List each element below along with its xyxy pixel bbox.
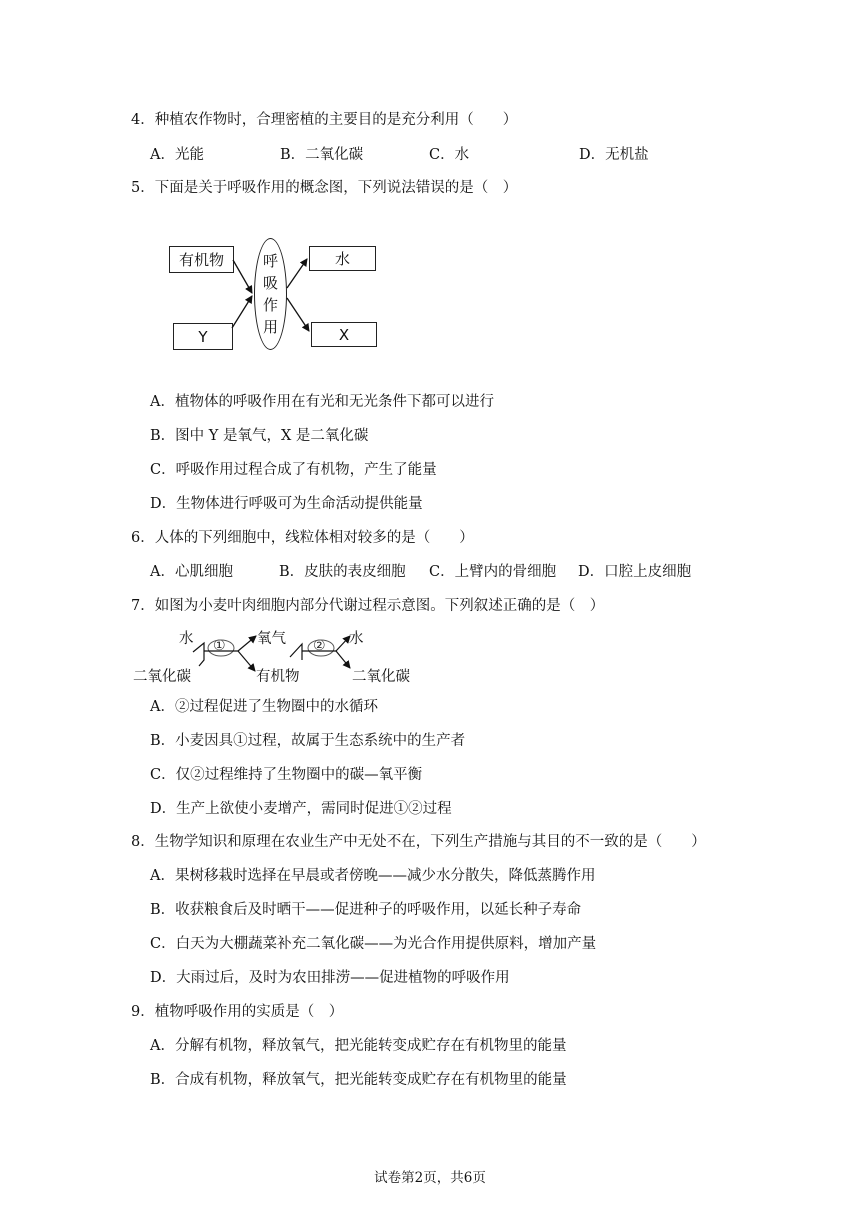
arrow-to-organic-matter — [238, 651, 255, 671]
water-box: 水 — [309, 246, 376, 271]
q5-option-d: D．生物体进行呼吸可为生命活动提供能量 — [150, 496, 423, 512]
q8-option-c: C．白天为大棚蔬菜补充二氧化碳——为光合作用提供原料，增加产量 — [150, 936, 597, 952]
q4-option-d: D．无机盐 — [579, 147, 649, 163]
q4-option-c: C．水 — [429, 147, 470, 163]
q5-option-c: C．呼吸作用过程合成了有机物，产生了能量 — [150, 462, 437, 478]
water-right-label: 水 — [349, 631, 364, 647]
process-1-input-bracket — [193, 643, 204, 666]
q6-option-a: A．心肌细胞 — [150, 564, 233, 580]
q6-option-c: C．上臂内的骨细胞 — [429, 564, 557, 580]
q4-option-b: B．二氧化碳 — [280, 147, 364, 163]
process-2-marker: ② — [313, 638, 326, 654]
q6-option-b: B．皮肤的表皮细胞 — [279, 564, 406, 580]
ellipse-char-4: 用 — [262, 318, 278, 336]
water-left-label: 水 — [179, 631, 194, 647]
co2-right-label: 二氧化碳 — [352, 669, 410, 685]
q4-stem: 4．种植农作物时，合理密植的主要目的是充分利用（ ） — [131, 112, 518, 128]
process-1-marker: ① — [213, 638, 226, 654]
q7-option-b: B．小麦因具①过程，故属于生态系统中的生产者 — [150, 733, 466, 749]
q9-option-a: A．分解有机物，释放氧气，把光能转变成贮存在有机物里的能量 — [150, 1038, 567, 1054]
oxygen-label: 氧气 — [257, 631, 286, 647]
q9-stem: 9．植物呼吸作用的实质是（ ） — [131, 1004, 344, 1020]
organic-matter-label: 有机物 — [256, 669, 300, 685]
process-1-circle — [208, 640, 234, 656]
y-box: Y — [173, 323, 233, 350]
q5-stem: 5．下面是关于呼吸作用的概念图，下列说法错误的是（ ） — [131, 180, 518, 196]
ellipse-char-3: 作 — [262, 296, 278, 314]
q5-option-a: A．植物体的呼吸作用在有光和无光条件下都可以进行 — [150, 394, 494, 410]
organic-matter-box: 有机物 — [169, 246, 234, 273]
co2-left-label: 二氧化碳 — [133, 669, 191, 685]
q6-stem: 6．人体的下列细胞中，线粒体相对较多的是（ ） — [131, 530, 474, 546]
q9-option-b: B．合成有机物，释放氧气，把光能转变成贮存在有机物里的能量 — [150, 1072, 567, 1088]
q8-stem: 8．生物学知识和原理在农业生产中无处不在，下列生产措施与其目的不一致的是（ ） — [131, 834, 706, 850]
x-box: X — [311, 322, 377, 347]
q5-option-b: B．图中 Y 是氧气，X 是二氧化碳 — [150, 428, 369, 444]
process-2-input-bracket — [290, 644, 302, 660]
q8-option-b: B．收获粮食后及时晒干——促进种子的呼吸作用，以延长种子寿命 — [150, 902, 582, 918]
arrow-to-co2 — [336, 651, 350, 668]
q8-option-d: D．大雨过后，及时为农田排涝——促进植物的呼吸作用 — [150, 970, 510, 986]
ellipse-char-2: 吸 — [262, 274, 278, 292]
q7-option-d: D．生产上欲使小麦增产，需同时促进①②过程 — [150, 801, 452, 817]
ellipse-char-1: 呼 — [262, 252, 278, 270]
q7-stem: 7．如图为小麦叶肉细胞内部分代谢过程示意图。下列叙述正确的是（ ） — [131, 598, 605, 614]
q8-option-a: A．果树移栽时选择在早晨或者傍晚——减少水分散失，降低蒸腾作用 — [150, 868, 596, 884]
q7-option-a: A．②过程促进了生物圈中的水循环 — [150, 699, 378, 715]
q6-option-d: D．口腔上皮细胞 — [578, 564, 692, 580]
q4-option-a: A．光能 — [150, 147, 204, 163]
arrow-to-water — [336, 636, 350, 651]
arrow-to-oxygen — [238, 636, 256, 651]
process-2-circle — [308, 640, 334, 656]
q7-option-c: C．仅②过程维持了生物圈中的碳—氧平衡 — [150, 767, 423, 783]
page-footer: 试卷第2页，共6页 — [374, 1170, 486, 1186]
